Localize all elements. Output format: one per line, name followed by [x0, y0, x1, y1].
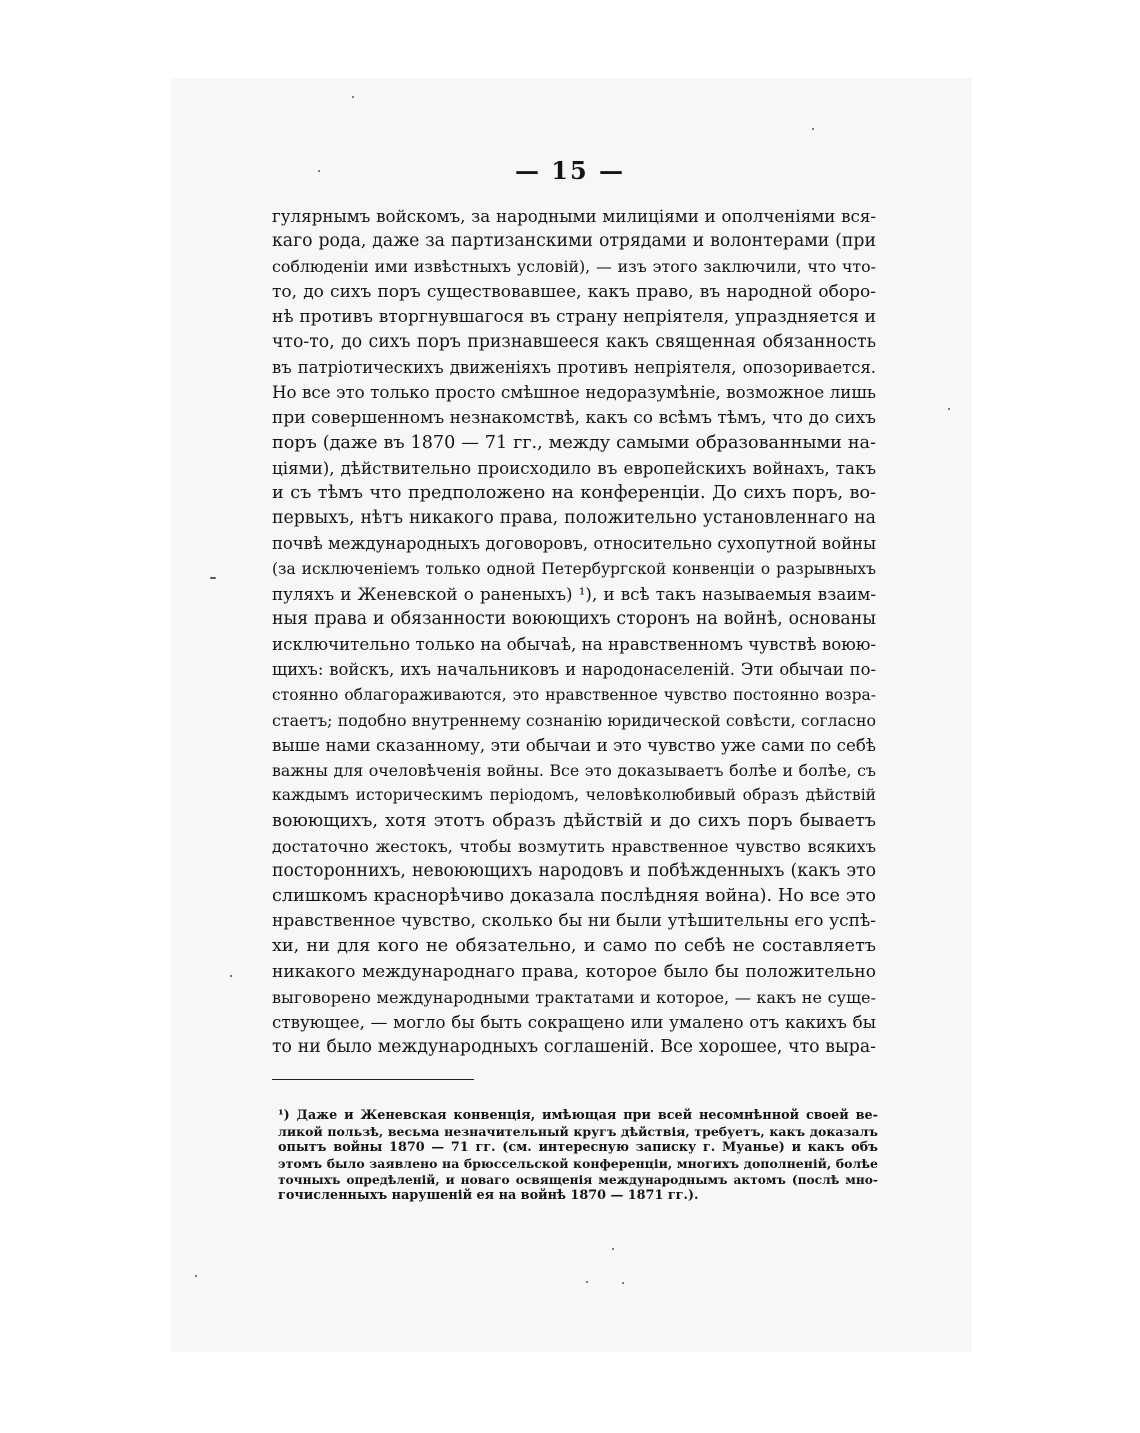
scan-speck [622, 1282, 624, 1284]
text-line: (за исключеніемъ только одной Петербургской конвенціи о разрывныхъ [272, 559, 876, 578]
text-line: то, до сихъ поръ существовавшее, какъ право, въ народной оборо- [272, 281, 876, 302]
text-line: каго рода, даже за партизанскими отрядами и волонтерами (при [272, 231, 876, 252]
footnote-line: этомъ было заявлено на брюссельской конференціи, многихъ дополненій, болѣе [278, 1156, 878, 1171]
scan-speck [318, 170, 320, 172]
text-line: ціями), дѣйствительно происходило въ европейскихъ войнахъ, такъ [272, 457, 876, 478]
text-line: соблюденіи ими извѣстныхъ условій), — изъ этого заключили, что что- [272, 257, 876, 277]
text-line: гулярнымъ войскомъ, за народными милиціями и ополченіями вся- [272, 206, 876, 226]
main-text-block [272, 204, 876, 1060]
footnote-line: гочисленныхъ нарушеній ея на войнѣ 1870 — 1871 гг.). [278, 1188, 699, 1203]
scan-speck [210, 577, 216, 579]
text-line: то ни было международныхъ соглашеній. Все хорошее, что выра- [272, 1037, 876, 1058]
scan-speck [230, 975, 232, 977]
footnote-line: ¹) Даже и Женевская конвенція, имѣющая при всей несомнѣнной своей ве- [278, 1108, 878, 1123]
text-line: достаточно жестокъ, чтобы возмутить нравственное чувство всякихъ [272, 836, 876, 856]
footnote-line: опытъ войны 1870 — 71 гг. (см. интересную записку г. Муанье) и какъ объ [278, 1140, 878, 1155]
text-line: поръ (даже въ 1870 — 71 гг., между самыми образованными на- [272, 432, 876, 453]
text-line: при совершенномъ незнакомствѣ, какъ со всѣмъ тѣмъ, что до сихъ [272, 407, 876, 428]
text-line: ныя права и обязанности воюющихъ сторонъ на войнѣ, основаны [272, 609, 876, 629]
scan-speck [352, 96, 354, 98]
text-line: выше нами сказанному, эти обычаи и это чувство уже сами по себѣ [272, 734, 876, 755]
text-line: что-то, до сихъ поръ признавшееся какъ священная обязанность [272, 331, 876, 352]
text-line: нѣ противъ вторгнувшагося въ страну непріятеля, упраздняется и [272, 306, 876, 327]
text-line: стаетъ; подобно внутреннему сознанію юридической совѣсти, согласно [272, 710, 876, 730]
text-line: пуляхъ и Женевской о раненыхъ) ¹), и всѣ такъ называемыя взаим- [272, 583, 876, 604]
text-line: почвѣ международныхъ договоровъ, относительно сухопутной войны [272, 534, 876, 554]
text-line: каждымъ историческимъ періодомъ, человѣколюбивый образъ дѣйствій [272, 786, 876, 805]
text-line: выговорено международными трактатами и которое, — какъ не суще- [272, 987, 876, 1007]
page-number-header: — 15 — [514, 156, 626, 185]
text-line: первыхъ, нѣтъ никакого права, положительно установленнаго на [272, 508, 876, 529]
scan-speck [612, 1248, 614, 1250]
text-line: воюющихъ, хотя этотъ образъ дѣйствій и до сихъ поръ бываетъ [272, 810, 876, 831]
footnote-block [278, 1108, 878, 1204]
footnote-line: точныхъ опредѣленій, и новаго освященія международнымъ актомъ (послѣ мно- [278, 1173, 878, 1187]
footnote-line: ликой пользѣ, весьма незначительный кругъ дѣйствія, требуетъ, какъ доказалъ [278, 1124, 878, 1139]
text-line: въ патріотическихъ движеніяхъ противъ непріятеля, опозоривается. [272, 358, 876, 378]
text-line: слишкомъ краснорѣчиво доказала послѣдняя война). Но все это [272, 886, 876, 907]
text-line: важны для очеловѣченія войны. Все это доказываетъ болѣе и болѣе, съ [272, 761, 876, 781]
text-line: нравственное чувство, сколько бы ни были утѣшительны его успѣ- [272, 911, 876, 932]
text-line: и съ тѣмъ что предположено на конференціи. До сихъ поръ, во- [272, 483, 876, 504]
text-line: хи, ни для кого не обязательно, и само по себѣ не составляетъ [272, 936, 876, 957]
text-line: стоянно облагораживаются, это нравственное чувство постоянно возра- [272, 685, 876, 704]
footnote-separator [272, 1079, 474, 1080]
scan-speck [586, 1281, 588, 1283]
text-line: никакого международнаго права, которое было бы положительно [272, 961, 876, 982]
text-line: постороннихъ, невоюющихъ народовъ и побѣжденныхъ (какъ это [272, 860, 876, 881]
scan-speck [812, 128, 814, 130]
scan-speck [195, 1275, 197, 1277]
text-line: Но все это только просто смѣшное недоразумѣніе, возможное лишь [272, 382, 876, 403]
scan-speck [948, 408, 950, 410]
text-line: ствующее, — могло бы быть сокращено или умалено отъ какихъ бы [272, 1012, 876, 1032]
text-line: исключительно только на обычаѣ, на нравственномъ чувствѣ воюю- [272, 634, 876, 655]
text-line: щихъ: войскъ, ихъ начальниковъ и народонаселеній. Эти обычаи по- [272, 660, 876, 680]
